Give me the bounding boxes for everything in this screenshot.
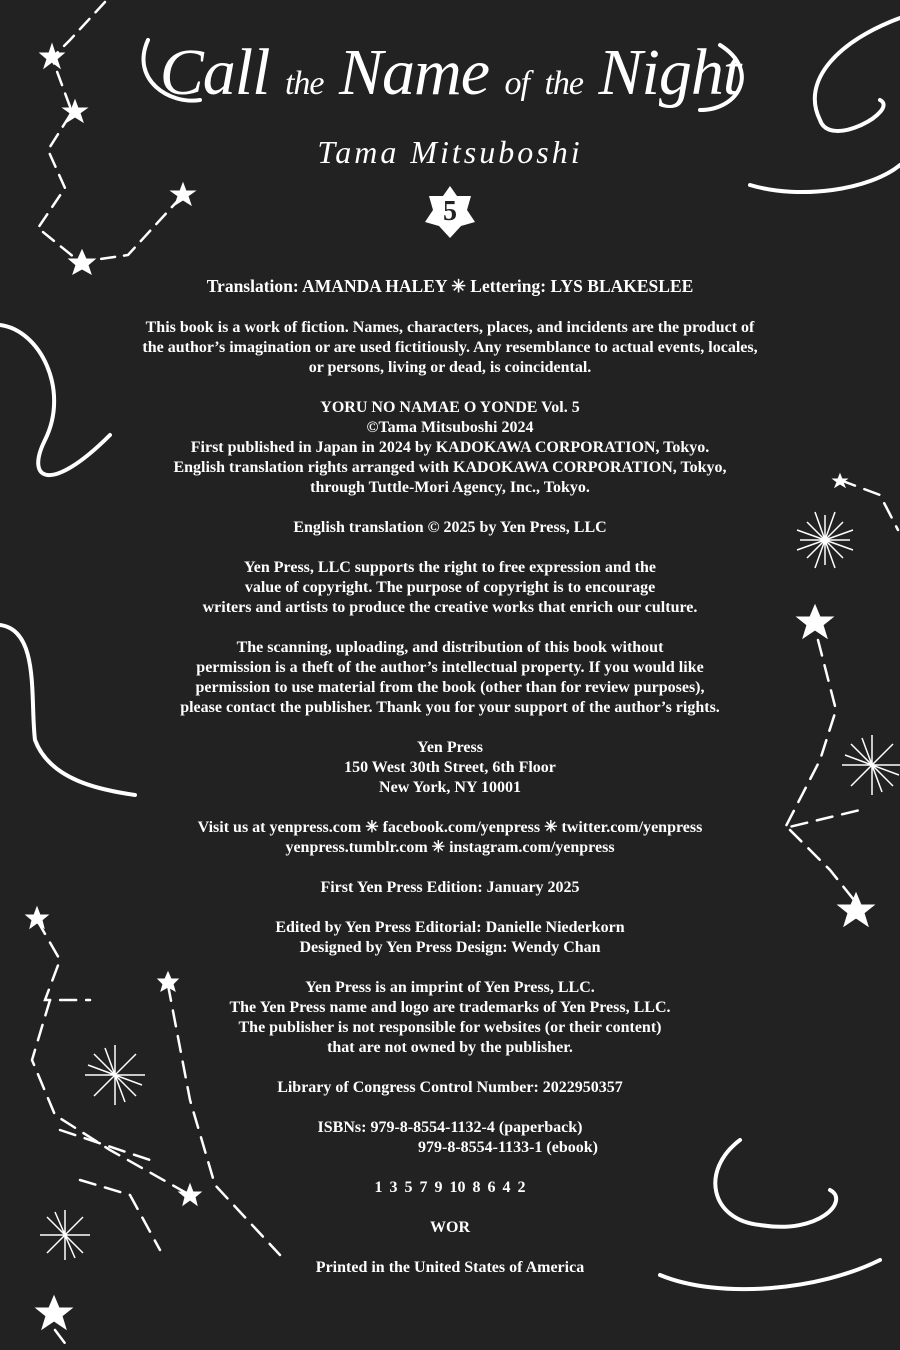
text-line: Yen Press is an imprint of Yen Press, LLC.: [305, 979, 595, 996]
star-icon: [69, 250, 95, 274]
text-line: writers and artists to produce the creative works that enrich our culture.: [202, 599, 698, 616]
imprint-notice: [100, 978, 800, 1058]
fiction-disclaimer: [100, 318, 800, 378]
printer-code: WOR: [430, 1219, 470, 1236]
text-line: permission is a theft of the author’s intellectual property. If you would like: [196, 659, 704, 676]
text-line: Yen Press, LLC supports the right to free expression and the: [243, 559, 656, 576]
publisher-address: [100, 738, 800, 798]
printing-line: 1 3 5 7 9 10 8 6 4 2: [374, 1179, 526, 1196]
text-line: through Tuttle-Mori Agency, Inc., Tokyo.: [310, 479, 590, 496]
credits-line: [100, 276, 800, 296]
letterer-name: LYS BLAKESLEE: [550, 276, 694, 296]
text-line: First published in Japan in 2024 by KADOKAWA CORPORATION, Tokyo.: [190, 439, 710, 456]
text-line: the author’s imagination or are used fictitiously. Any resemblance to actual events, locales,: [142, 339, 758, 356]
text-line: 150 West 30th Street, 6th Floor: [344, 759, 556, 776]
isbn-ebook: 979-8-8554-1133-1 (ebook): [418, 1139, 598, 1156]
text-line: ©Tama Mitsuboshi 2024: [366, 419, 534, 436]
volume-badge: [423, 184, 477, 240]
text-line: value of copyright. The purpose of copyright is to encourage: [244, 579, 656, 596]
copyright-text: [100, 276, 800, 1298]
text-line: yenpress.tumblr.com ✳ instagram.com/yenpress: [285, 839, 615, 856]
star-icon: [36, 1296, 72, 1329]
author-name: Tama Mitsuboshi: [317, 134, 583, 170]
text-line: This book is a work of fiction. Names, characters, places, and incidents are the product of: [145, 319, 755, 336]
original-publication: [100, 398, 800, 498]
constellation-right: [785, 480, 898, 905]
title-word: the: [544, 65, 584, 102]
translation-copyright: English translation © 2025 by Yen Press, LLC: [293, 519, 607, 536]
text-line: Edited by Yen Press Editorial: Danielle Niederkorn: [275, 919, 625, 936]
star-icon: [171, 183, 195, 205]
star-icon: [797, 605, 833, 638]
text-line: The Yen Press name and logo are trademarks of Yen Press, LLC.: [229, 999, 671, 1016]
text-line: that are not owned by the publisher.: [327, 1039, 573, 1056]
lccn-line: Library of Congress Control Number: 2022950357: [277, 1079, 623, 1096]
translator-name: AMANDA HALEY: [302, 276, 447, 296]
star-icon: [26, 907, 48, 928]
book-title: [0, 36, 900, 109]
printed-in: Printed in the United States of America: [315, 1259, 585, 1276]
copyright-support: [100, 558, 800, 618]
title-word: of: [504, 65, 529, 102]
text-line: Yen Press: [417, 739, 483, 756]
separator-icon: ✳: [451, 276, 466, 296]
translation-label: Translation:: [206, 276, 299, 296]
scanning-notice: [100, 638, 800, 718]
text-line: or persons, living or dead, is coincidental.: [308, 359, 592, 376]
title-word: Name: [339, 36, 490, 109]
text-line: The publisher is not responsible for websites (or their content): [238, 1019, 662, 1036]
volume-number: 5: [443, 196, 457, 227]
edition-line: First Yen Press Edition: January 2025: [320, 879, 580, 896]
text-line: YORU NO NAMAE O YONDE Vol. 5: [320, 399, 580, 416]
text-line: English translation rights arranged with KADOKAWA CORPORATION, Tokyo,: [173, 459, 727, 476]
text-line: The scanning, uploading, and distribution of this book without: [236, 639, 664, 656]
text-line: please contact the publisher. Thank you for your support of the author’s rights.: [180, 699, 720, 716]
star-icon: [838, 893, 874, 926]
editorial-credits: [100, 918, 800, 958]
text-line: permission to use material from the book (other than for review purposes),: [195, 679, 705, 696]
title-word: Call: [159, 36, 270, 109]
lettering-label: Lettering:: [470, 276, 547, 296]
title-word: the: [284, 65, 324, 102]
text-line: New York, NY 10001: [379, 779, 521, 796]
isbn-block: [100, 1118, 800, 1158]
text-line: Visit us at yenpress.com ✳ facebook.com/yenpress ✳ twitter.com/yenpress: [197, 819, 703, 836]
text-line: Designed by Yen Press Design: Wendy Chan: [299, 939, 601, 956]
title-word: Night: [598, 36, 741, 109]
visit-links: [100, 818, 800, 858]
isbn-paperback: ISBNs: 979-8-8554-1132-4 (paperback): [317, 1119, 583, 1136]
